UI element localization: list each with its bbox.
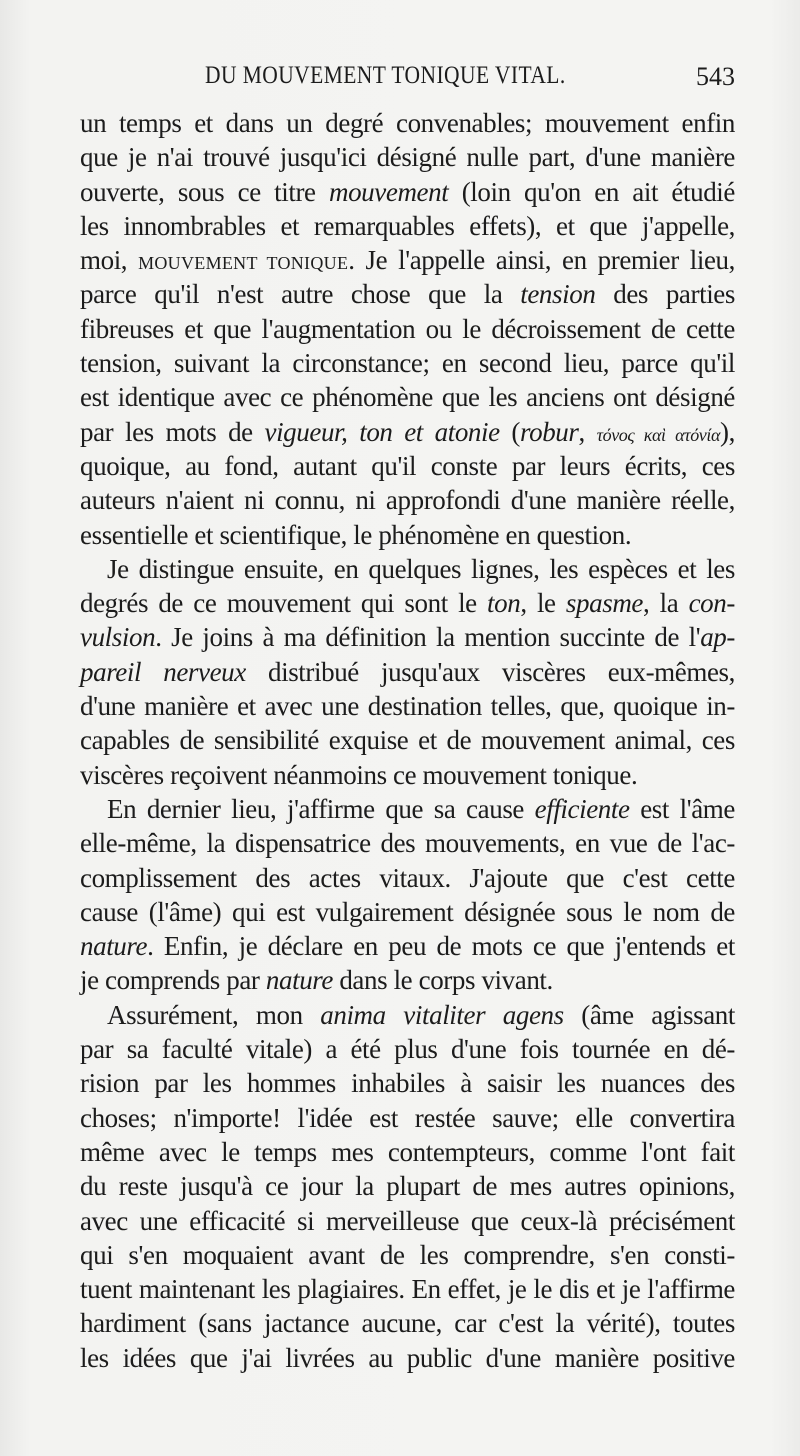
text-line: tension, suivant la circonstance; en second lieu, parce qu'il bbox=[80, 348, 735, 379]
text-line: parce qu'il n'est autre chose que la tension des parties bbox=[80, 279, 735, 310]
text-line: ouverte, sous ce titre mouvement (loin qu'on en ait étudié bbox=[80, 176, 735, 207]
text-line: par sa faculté vitale) a été plus d'une fois tournée en dé- bbox=[80, 1034, 735, 1065]
text-line: que je n'ai trouvé jusqu'ici désigné nulle part, d'une manière bbox=[80, 142, 735, 173]
text-line: d'une manière et avec une destination telles, que, quoique in- bbox=[80, 691, 735, 722]
greek-text: τόνος καὶ ατόνία bbox=[596, 424, 721, 445]
paragraph-first-line: En dernier lieu, j'affirme que sa cause efficiente est l'âme bbox=[107, 793, 735, 824]
text-line: vulsion. Je joins à ma définition la mention succinte de l'ap- bbox=[80, 622, 735, 653]
text-line: moi, MOUVEMENT TONIQUE. Je l'appelle ainsi, en premier lieu, bbox=[80, 245, 735, 276]
text-line: les idées que j'ai livrées au public d'une manière positive bbox=[80, 1342, 735, 1373]
paragraph-first-line: Je distingue ensuite, en quelques lignes, les espèces et les bbox=[107, 553, 735, 584]
text-line: est identique avec ce phénomène que les anciens ont désigné bbox=[80, 382, 735, 413]
text-line: les innombrables et remarquables effets), et que j'appelle, bbox=[80, 210, 735, 241]
running-head bbox=[80, 62, 735, 102]
text-line: fibreuses et que l'augmentation ou le décroissement de cette bbox=[80, 313, 735, 344]
text-line: avec une efficacité si merveilleuse que ceux-là précisément bbox=[80, 1205, 735, 1236]
text-line: nature. Enfin, je déclare en peu de mots ce que j'entends et bbox=[80, 931, 735, 962]
text-line: par les mots de vigueur, ton et atonie (robur, τόνος καὶ ατόνία), bbox=[80, 416, 735, 447]
text-line: pareil nerveux distribué jusqu'aux viscères eux-mêmes, bbox=[80, 656, 735, 687]
body-text bbox=[80, 106, 735, 1375]
text-line: je comprends par nature dans le corps vivant. bbox=[80, 965, 553, 996]
text-line: un temps et dans un degré convenables; mouvement enfin bbox=[80, 108, 735, 138]
text-line: tuent maintenant les plagiaires. En effet, je le dis et je l'affirme bbox=[80, 1274, 735, 1305]
page-number: 543 bbox=[696, 62, 735, 91]
text-line: qui s'en moquaient avant de les comprendre, s'en consti- bbox=[80, 1239, 735, 1270]
text-line: degrés de ce mouvement qui sont le ton, le spasme, la con- bbox=[80, 588, 735, 619]
text-line: cause (l'âme) qui est vulgairement désignée sous le nom de bbox=[80, 896, 735, 927]
small-caps-term: MOUVEMENT TONIQUE bbox=[138, 253, 349, 274]
text-line: quoique, au fond, autant qu'il conste par leurs écrits, ces bbox=[80, 450, 735, 481]
text-line: auteurs n'aient ni connu, ni approfondi d'une manière réelle, bbox=[80, 485, 735, 516]
text-line: viscères reçoivent néanmoins ce mouvement tonique. bbox=[80, 759, 638, 790]
text-line: essentielle et scientifique, le phénomène en question. bbox=[80, 519, 632, 550]
text-line: hardiment (sans jactance aucune, car c'est la vérité), toutes bbox=[80, 1308, 735, 1339]
text-line: choses; n'importe! l'idée est restée sauve; elle convertira bbox=[80, 1102, 735, 1133]
text-line: capables de sensibilité exquise et de mouvement animal, ces bbox=[80, 725, 735, 756]
text-line: complissement des actes vitaux. J'ajoute que c'est cette bbox=[80, 862, 735, 893]
running-title: DU MOUVEMENT TONIQUE VITAL. bbox=[205, 62, 566, 89]
paragraph-first-line: Assurément, mon anima vitaliter agens (âme agissant bbox=[107, 999, 736, 1030]
text-line: elle-même, la dispensatrice des mouvements, en vue de l'ac- bbox=[80, 828, 735, 859]
text-line: du reste jusqu'à ce jour la plupart de mes autres opinions, bbox=[80, 1171, 735, 1202]
text-line: même avec le temps mes contempteurs, comme l'ont fait bbox=[80, 1136, 735, 1167]
text-line: rision par les hommes inhabiles à saisir les nuances des bbox=[80, 1068, 735, 1099]
